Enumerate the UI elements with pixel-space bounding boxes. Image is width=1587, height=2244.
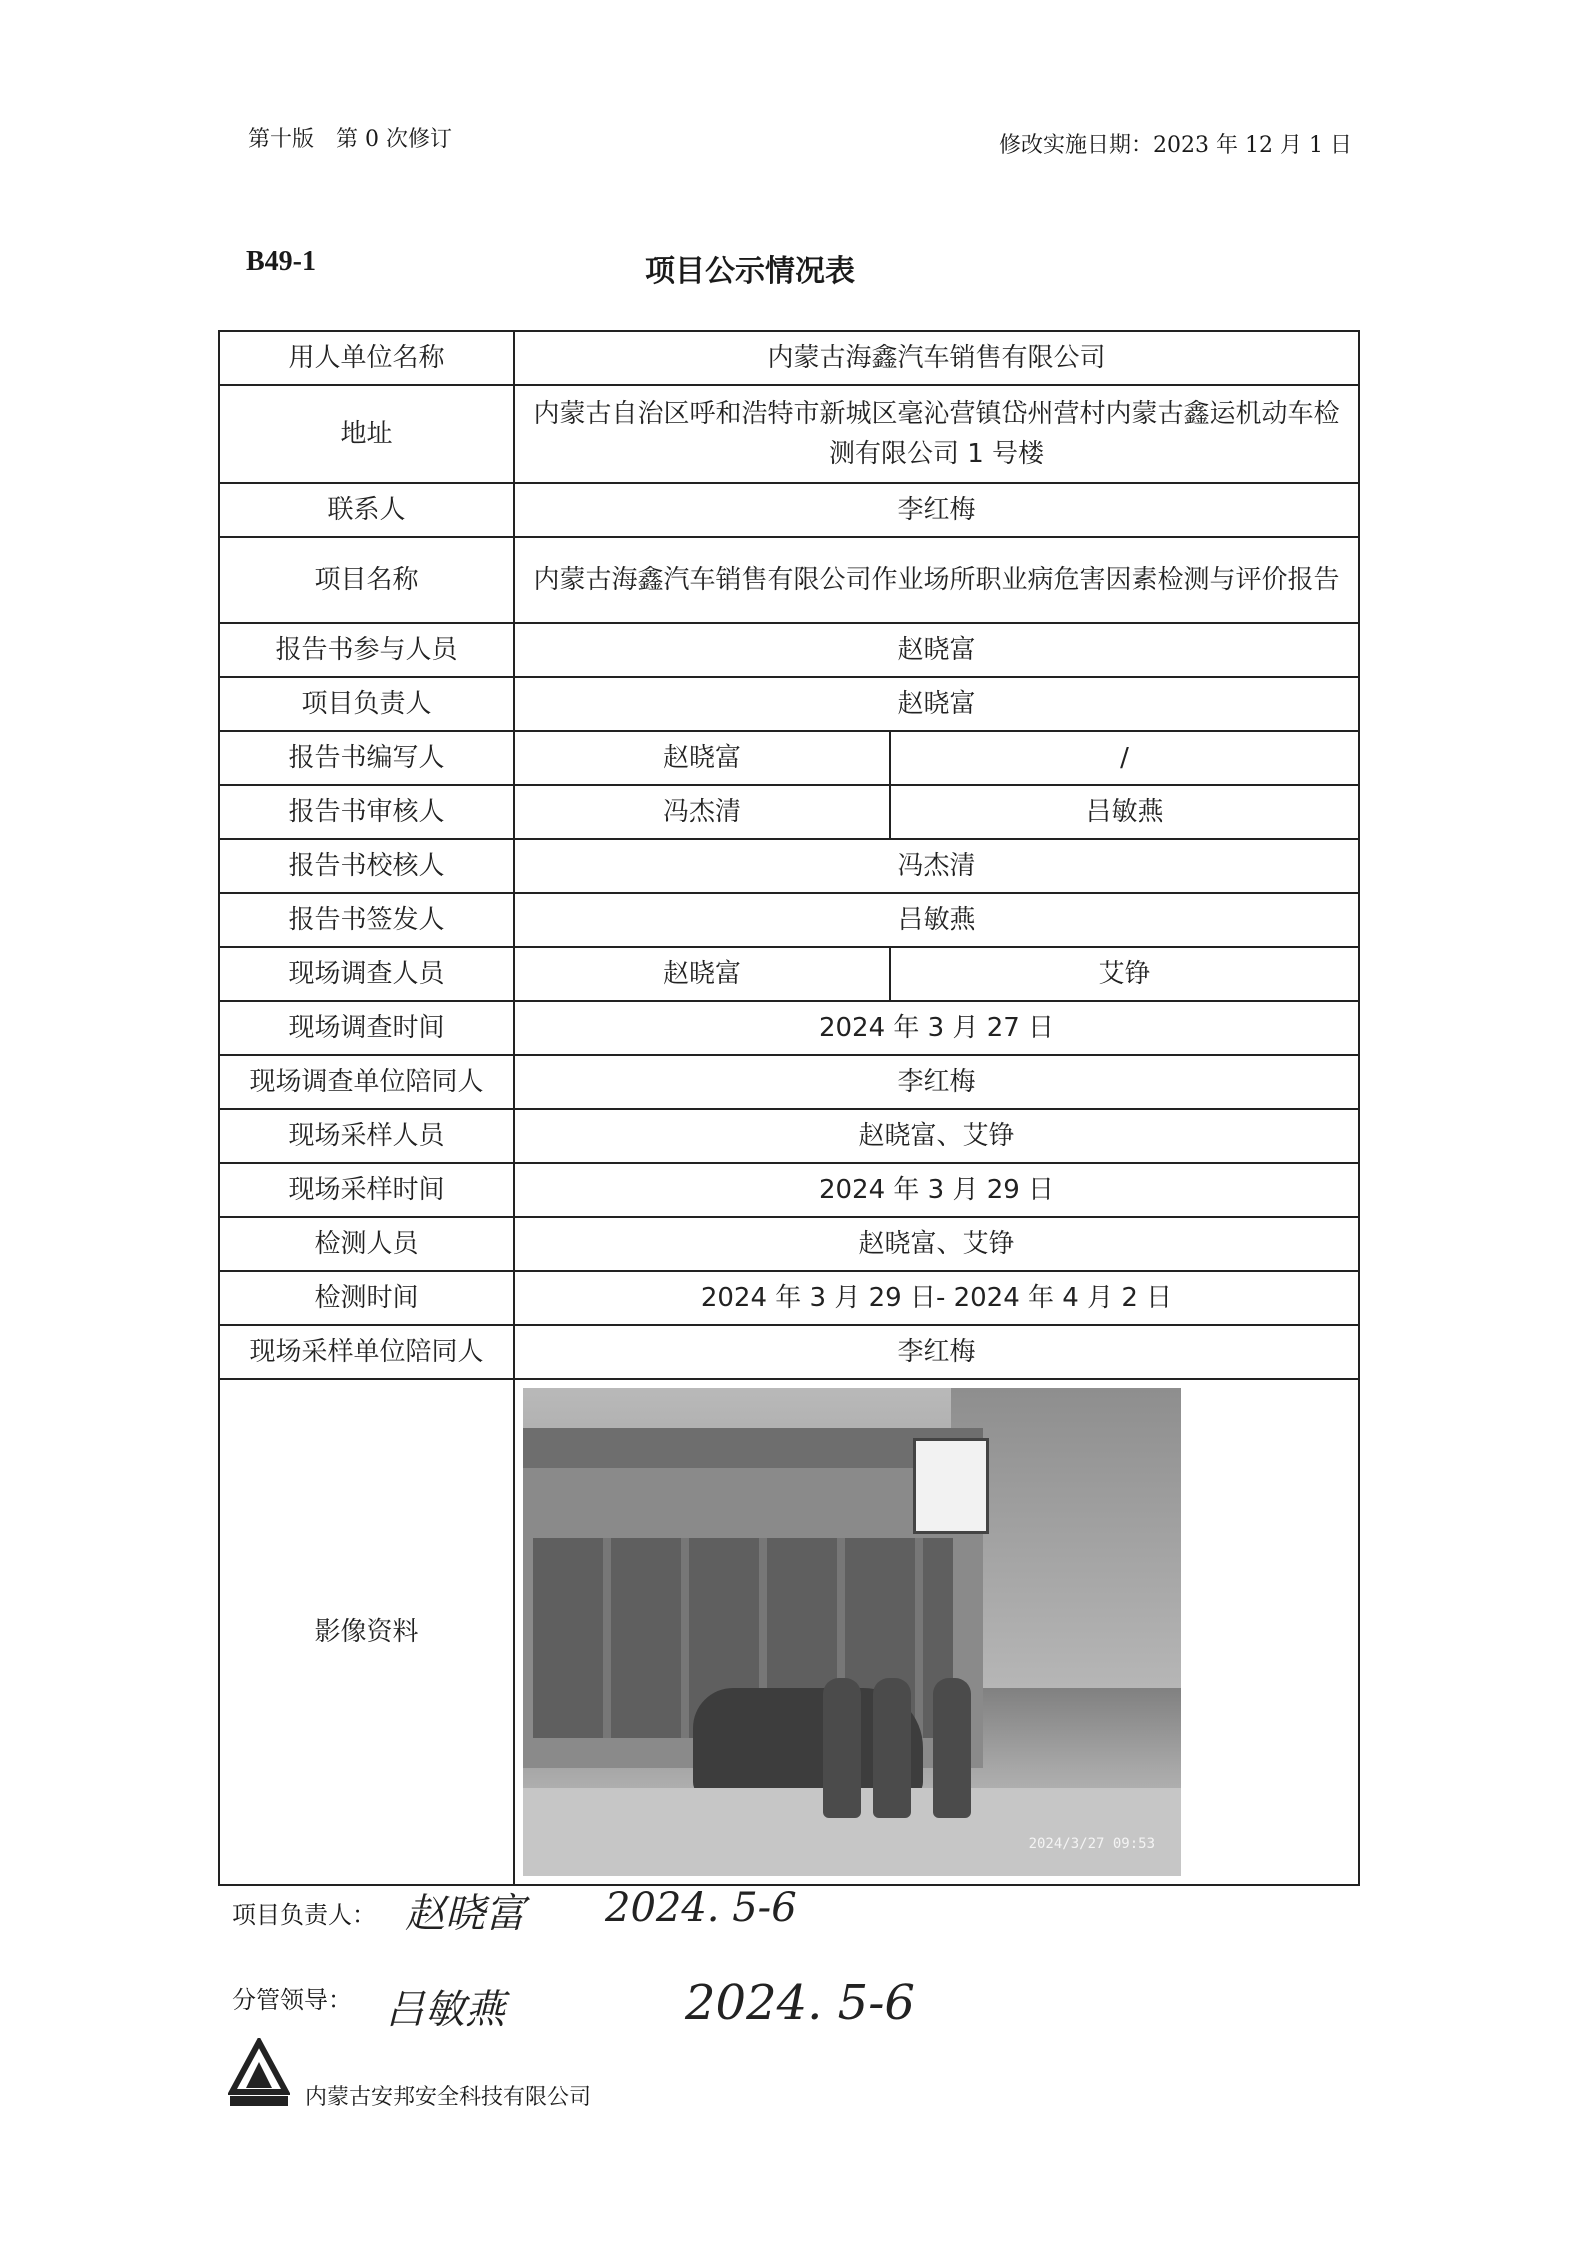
issuer-label: 报告书签发人 bbox=[219, 893, 514, 947]
reviewer-value-2: 吕敏燕 bbox=[890, 785, 1359, 839]
table-row bbox=[219, 839, 1359, 893]
table-row bbox=[219, 385, 1359, 483]
sampling-staff-value: 赵晓富、艾铮 bbox=[514, 1109, 1359, 1163]
table-row bbox=[219, 677, 1359, 731]
table-row bbox=[219, 1325, 1359, 1379]
table-row bbox=[219, 785, 1359, 839]
survey-staff-value-2: 艾铮 bbox=[890, 947, 1359, 1001]
table-row bbox=[219, 1271, 1359, 1325]
sampling-escort-label: 现场采样单位陪同人 bbox=[219, 1325, 514, 1379]
site-photo bbox=[523, 1388, 1181, 1876]
writer-value-2: / bbox=[890, 731, 1359, 785]
writer-value-1: 赵晓富 bbox=[514, 731, 890, 785]
table-row bbox=[219, 1055, 1359, 1109]
employer-value: 内蒙古海鑫汽车销售有限公司 bbox=[514, 331, 1359, 385]
image-label: 影像资料 bbox=[219, 1379, 514, 1885]
company-name: 内蒙古安邦安全科技有限公司 bbox=[305, 2085, 592, 2110]
person-shape bbox=[823, 1678, 861, 1818]
table-row bbox=[219, 623, 1359, 677]
contact-label: 联系人 bbox=[219, 483, 514, 537]
photo-timestamp: 2024/3/27 09:53 bbox=[1028, 1836, 1155, 1852]
address-value: 内蒙古自治区呼和浩特市新城区毫沁营镇岱州营村内蒙古鑫运机动车检测有限公司 1 号楼 bbox=[514, 385, 1359, 483]
lead-signature-label: 项目负责人： bbox=[232, 1901, 376, 1929]
lead-value: 赵晓富 bbox=[514, 677, 1359, 731]
checker-value: 冯杰清 bbox=[514, 839, 1359, 893]
table-row bbox=[219, 483, 1359, 537]
survey-escort-label: 现场调查单位陪同人 bbox=[219, 1055, 514, 1109]
project-label: 项目名称 bbox=[219, 537, 514, 623]
lead-handwritten-signature: 赵晓富 bbox=[405, 1891, 525, 1937]
project-disclosure-table bbox=[218, 330, 1360, 1886]
participants-value: 赵晓富 bbox=[514, 623, 1359, 677]
reviewer-value-1: 冯杰清 bbox=[514, 785, 890, 839]
manager-signature-label: 分管领导： bbox=[232, 1986, 352, 2014]
testing-time-label: 检测时间 bbox=[219, 1271, 514, 1325]
survey-staff-label: 现场调查人员 bbox=[219, 947, 514, 1001]
employer-label: 用人单位名称 bbox=[219, 331, 514, 385]
checker-label: 报告书校核人 bbox=[219, 839, 514, 893]
dealer-logo-sign bbox=[913, 1438, 989, 1534]
table-row bbox=[219, 731, 1359, 785]
person-shape bbox=[873, 1678, 911, 1818]
table-row bbox=[219, 1379, 1359, 1885]
table-row bbox=[219, 947, 1359, 1001]
manager-handwritten-signature: 吕敏燕 bbox=[385, 1987, 505, 2033]
address-label: 地址 bbox=[219, 385, 514, 483]
table-row bbox=[219, 893, 1359, 947]
sampling-escort-value: 李红梅 bbox=[514, 1325, 1359, 1379]
table-row bbox=[219, 1001, 1359, 1055]
testing-staff-label: 检测人员 bbox=[219, 1217, 514, 1271]
survey-time-value: 2024 年 3 月 27 日 bbox=[514, 1001, 1359, 1055]
version-info: 第十版 第 0 次修订 bbox=[248, 127, 452, 152]
lead-signature-date: 2024. 5-6 bbox=[605, 1885, 797, 1931]
company-logo-icon bbox=[228, 2038, 290, 2108]
form-title: 项目公示情况表 bbox=[645, 254, 855, 289]
participants-label: 报告书参与人员 bbox=[219, 623, 514, 677]
table-row bbox=[219, 331, 1359, 385]
survey-time-label: 现场调查时间 bbox=[219, 1001, 514, 1055]
testing-time-value: 2024 年 3 月 29 日- 2024 年 4 月 2 日 bbox=[514, 1271, 1359, 1325]
table-row bbox=[219, 1217, 1359, 1271]
reviewer-label: 报告书审核人 bbox=[219, 785, 514, 839]
table-row bbox=[219, 1163, 1359, 1217]
survey-staff-value-1: 赵晓富 bbox=[514, 947, 890, 1001]
sampling-time-label: 现场采样时间 bbox=[219, 1163, 514, 1217]
form-code: B49-1 bbox=[246, 246, 316, 277]
table-row bbox=[219, 537, 1359, 623]
issuer-value: 吕敏燕 bbox=[514, 893, 1359, 947]
image-cell bbox=[514, 1379, 1359, 1885]
project-value: 内蒙古海鑫汽车销售有限公司作业场所职业病危害因素检测与评价报告 bbox=[514, 537, 1359, 623]
lead-label: 项目负责人 bbox=[219, 677, 514, 731]
sampling-time-value: 2024 年 3 月 29 日 bbox=[514, 1163, 1359, 1217]
person-shape bbox=[933, 1678, 971, 1818]
survey-escort-value: 李红梅 bbox=[514, 1055, 1359, 1109]
sampling-staff-label: 现场采样人员 bbox=[219, 1109, 514, 1163]
testing-staff-value: 赵晓富、艾铮 bbox=[514, 1217, 1359, 1271]
revision-date: 修改实施日期：2023 年 12 月 1 日 bbox=[999, 133, 1352, 158]
manager-signature-date: 2024. 5-6 bbox=[685, 1975, 915, 2031]
writer-label: 报告书编写人 bbox=[219, 731, 514, 785]
contact-value: 李红梅 bbox=[514, 483, 1359, 537]
table-row bbox=[219, 1109, 1359, 1163]
